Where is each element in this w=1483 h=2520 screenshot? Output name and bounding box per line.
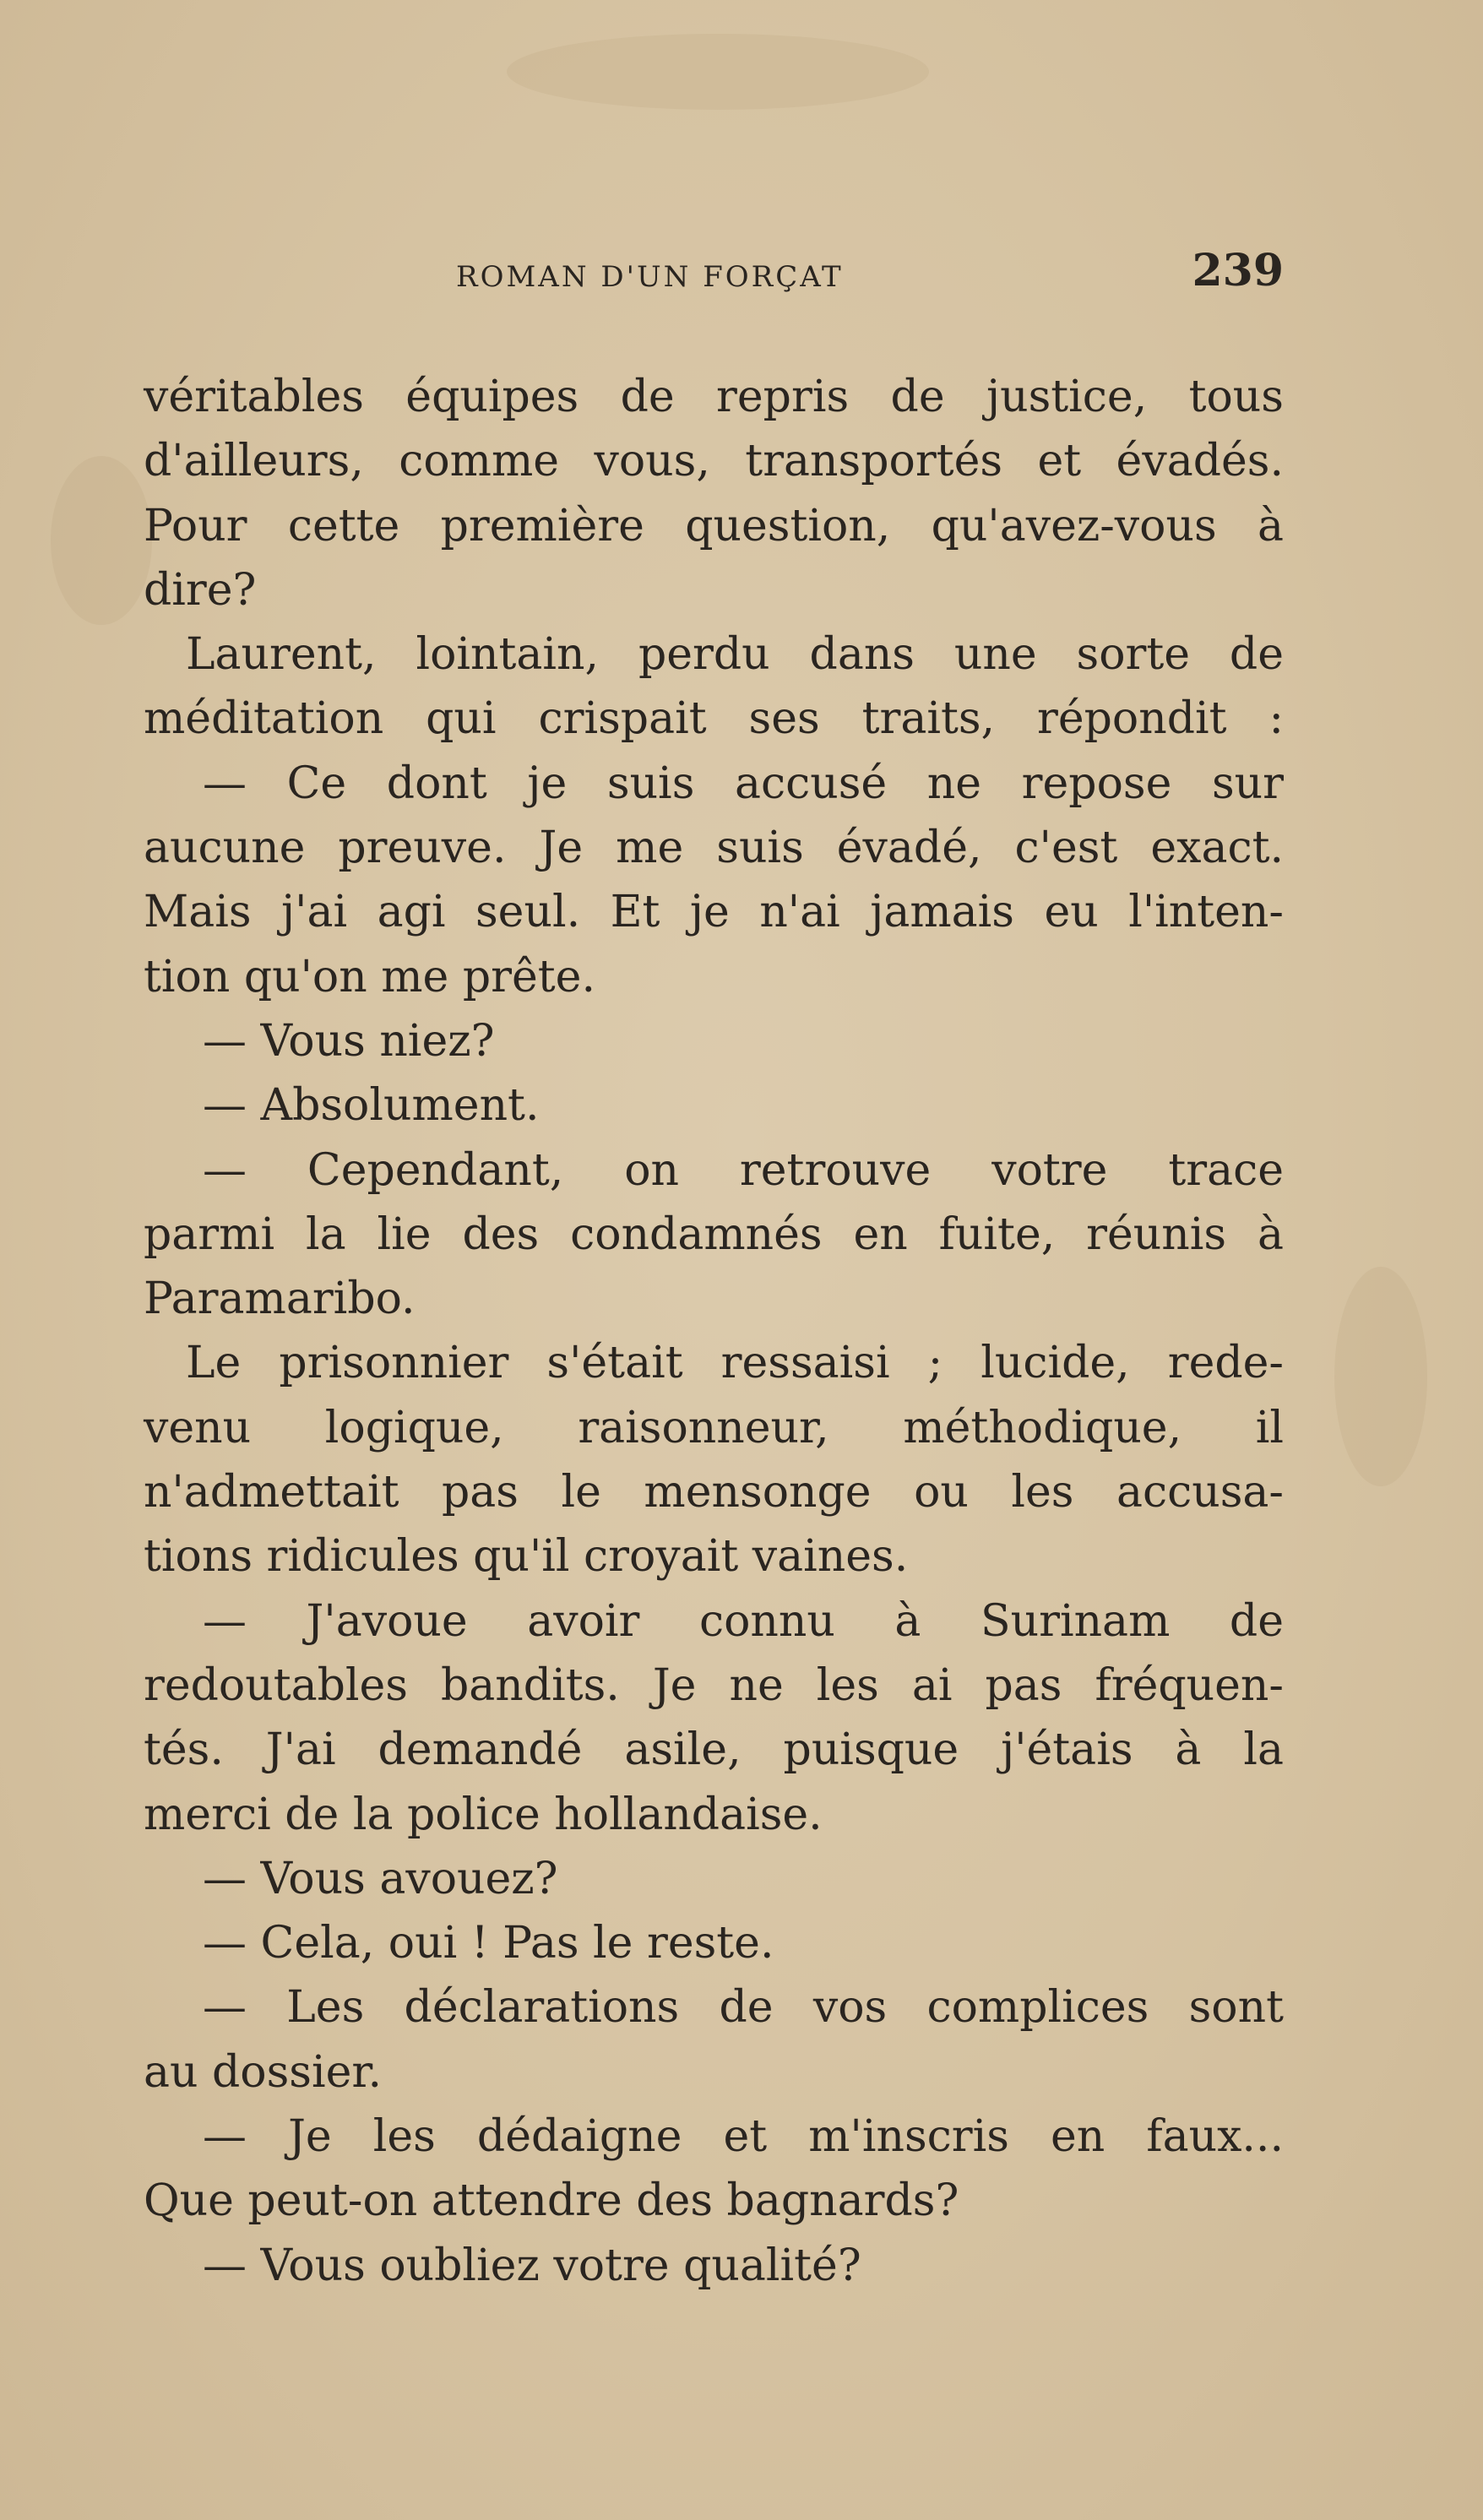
- text-line: Mais j'ai agi seul. Et je n'ai jamais eu l'inten-: [144, 887, 1284, 938]
- page-header: [144, 245, 1284, 312]
- page-number: 239: [1192, 245, 1284, 296]
- text-line: dire?: [144, 564, 257, 616]
- paper-stain: [507, 34, 929, 110]
- text-line: venu logique, raisonneur, méthodique, il: [144, 1402, 1284, 1453]
- text-line: Pour cette première question, qu'avez-vous à: [144, 500, 1284, 551]
- text-line: — Absolument.: [203, 1080, 540, 1132]
- text-line: — Vous oubliez votre qualité?: [203, 2240, 861, 2291]
- text-line: n'admettait pas le mensonge ou les accusa-: [144, 1467, 1284, 1518]
- paper-stain: [1334, 1267, 1427, 1486]
- text-line: — Cependant, on retrouve votre trace: [203, 1144, 1284, 1196]
- text-line: — J'avoue avoir connu à Surinam de: [203, 1595, 1284, 1647]
- text-line: — Les déclarations de vos complices sont: [203, 1982, 1284, 2034]
- text-line: — Vous avouez?: [203, 1853, 558, 1904]
- text-line: Que peut-on attendre des bagnards?: [144, 2175, 959, 2227]
- text-line: au dossier.: [144, 2046, 383, 2098]
- text-line: — Je les dédaigne et m'inscris en faux...: [203, 2111, 1284, 2163]
- text-line: tés. J'ai demandé asile, puisque j'étais à la: [144, 1724, 1284, 1776]
- text-line: Laurent, lointain, perdu dans une sorte de: [186, 629, 1284, 681]
- text-line: — Ce dont je suis accusé ne repose sur: [203, 758, 1284, 809]
- text-line: aucune preuve. Je me suis évadé, c'est exact.: [144, 823, 1284, 874]
- text-line: tion qu'on me prête.: [144, 951, 595, 1002]
- text-line: — Cela, oui ! Pas le reste.: [203, 1918, 774, 1969]
- text-line: Le prisonnier s'était ressaisi ; lucide, rede-: [186, 1338, 1284, 1389]
- text-line: méditation qui crispait ses traits, répondit :: [144, 693, 1284, 745]
- running-title: ROMAN D'UN FORÇAT: [456, 260, 844, 294]
- text-line: — Vous niez?: [203, 1015, 495, 1067]
- text-line: véritables équipes de repris de justice, tous: [144, 372, 1284, 422]
- text-line: redoutables bandits. Je ne les ai pas fréquen-: [144, 1659, 1284, 1711]
- paper-stain: [51, 456, 152, 625]
- text-line: tions ridicules qu'il croyait vaines.: [144, 1531, 909, 1583]
- text-line: parmi la lie des condamnés en fuite, réunis à: [144, 1208, 1284, 1260]
- text-line: merci de la police hollandaise.: [144, 1789, 823, 1840]
- text-line: d'ailleurs, comme vous, transportés et évadés.: [144, 436, 1284, 487]
- body-text: [144, 365, 1284, 2298]
- text-line: Paramaribo.: [144, 1274, 416, 1325]
